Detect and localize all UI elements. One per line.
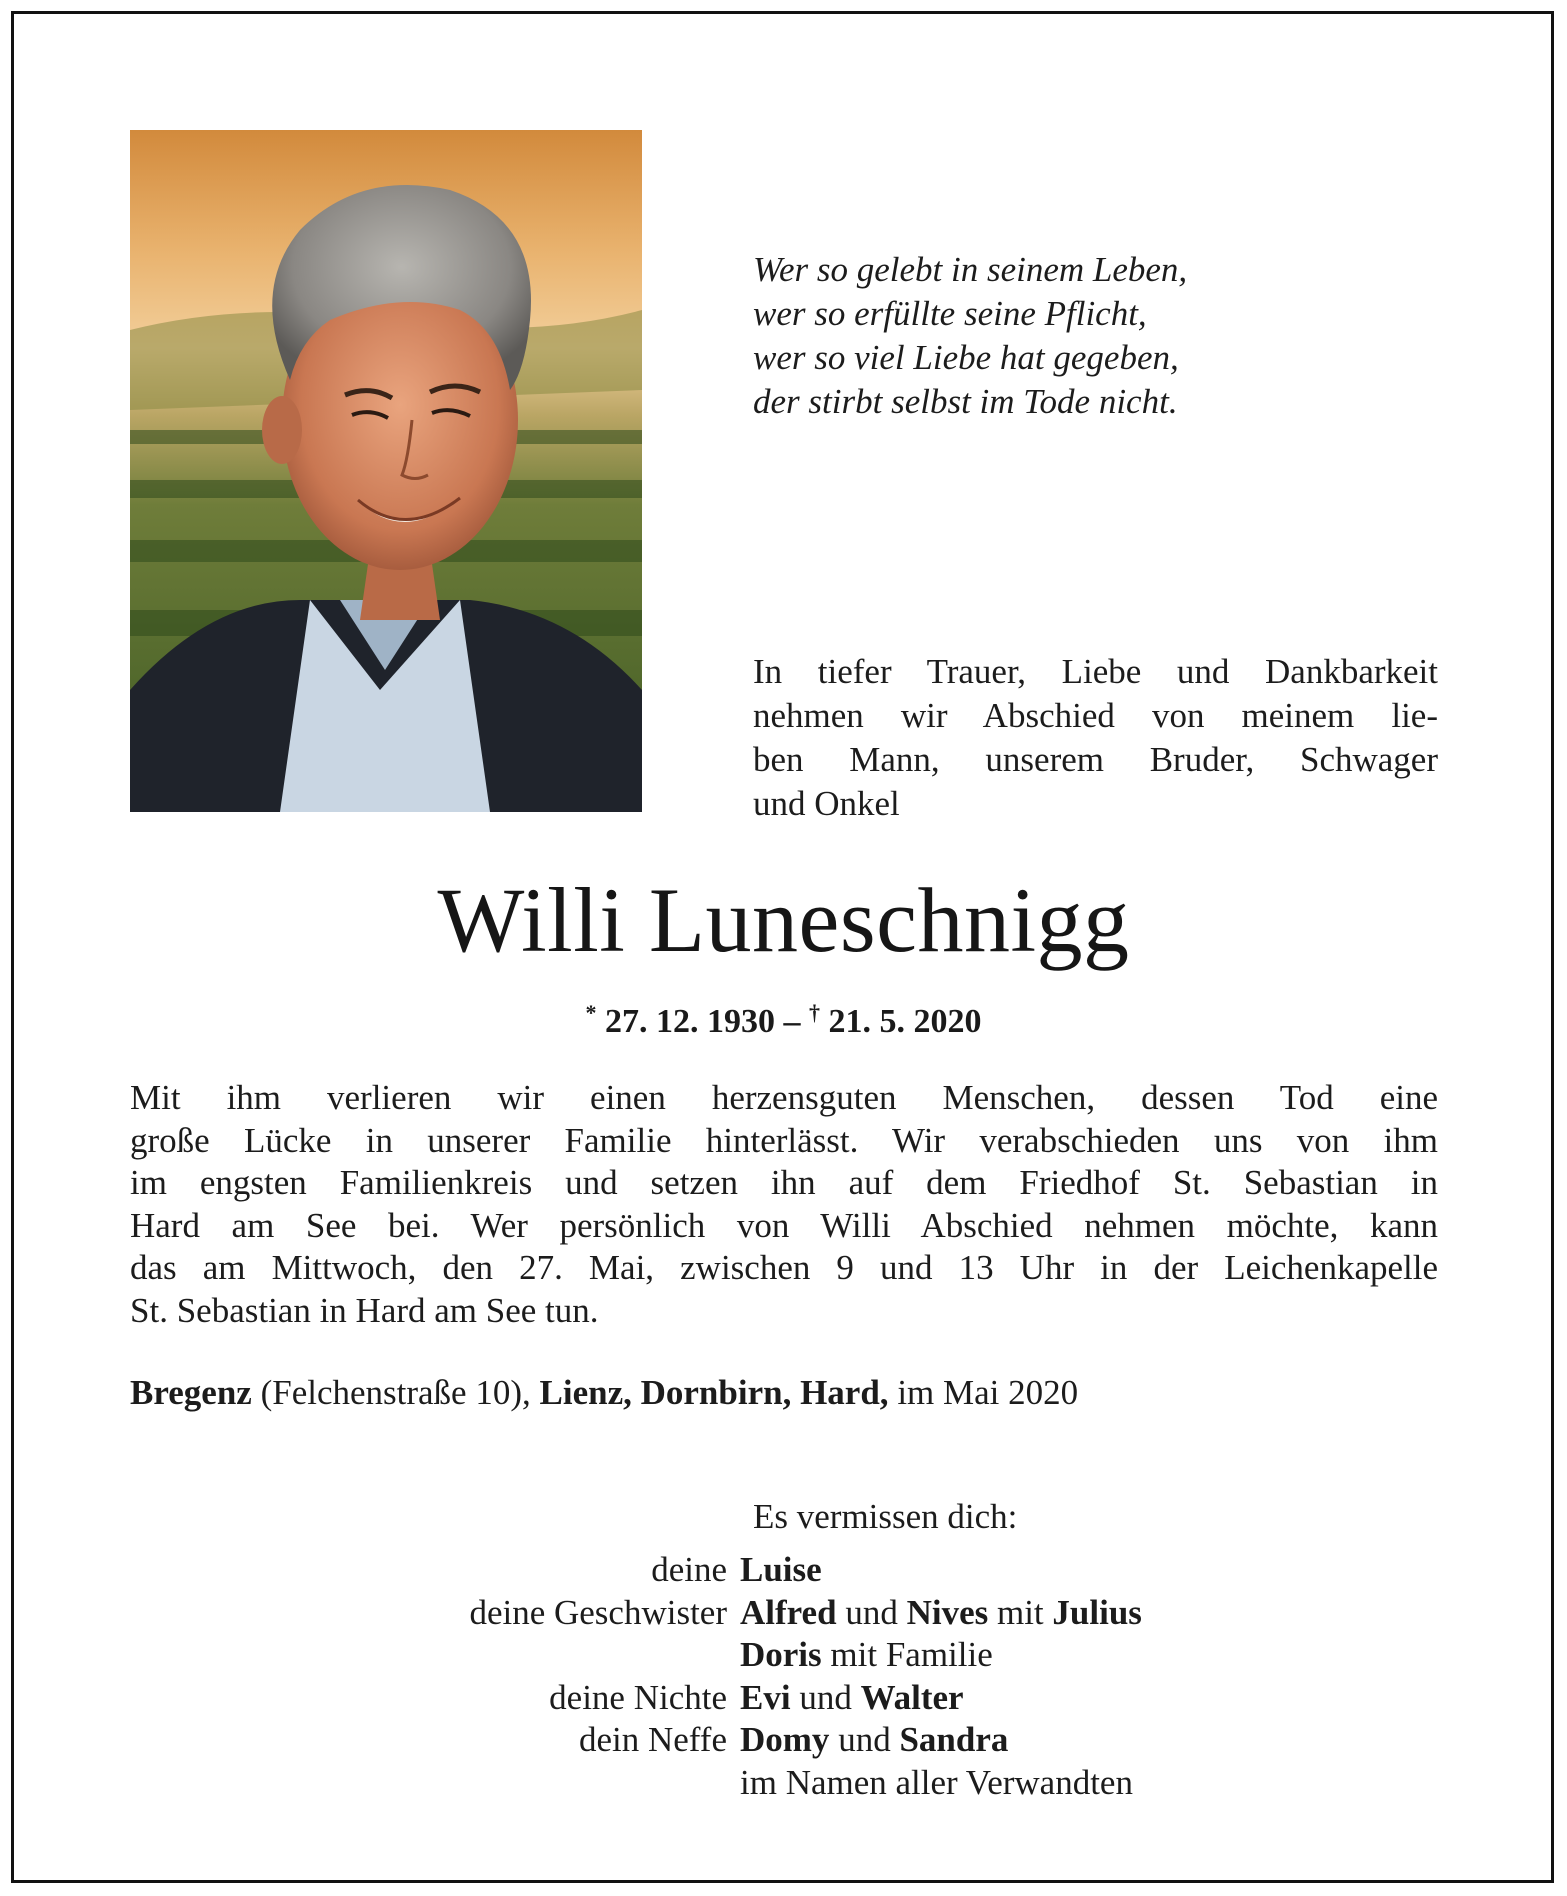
mourner-name: Sandra [899,1720,1009,1759]
intro-line: nehmen wir Abschied von meinem lie- [753,696,1438,735]
portrait-photo [130,130,642,812]
mourner-row [130,1634,1450,1677]
mourner-row [130,1592,1450,1635]
poem-line: der stirbt selbst im Tode nicht. [753,382,1178,421]
poem [753,248,1453,424]
body-line: Mit ihm verlieren wir einen herzensguten Menschen, dessen Tod eine [130,1078,1438,1117]
mourners-list [130,1549,1450,1804]
mourner-row [130,1549,1450,1592]
mourner-name: Doris [740,1635,822,1674]
mourner-relation: deine Nichte [549,1677,727,1717]
mourner-name: Julius [1052,1592,1142,1632]
body-line: Hard am See bei. Wer persönlich von Willi Abschied nehmen möchte, kann [130,1205,1438,1245]
body-line: im engsten Familienkreis und setzen ihn auf dem Friedhof St. Sebastian in [130,1163,1438,1202]
mourner-row [130,1762,1450,1805]
intro-text [753,650,1438,826]
mourner-relation: deine Geschwister [469,1592,727,1632]
mourner-closing: im Namen aller Verwandten [740,1762,1133,1802]
place-city: Bregenz [130,1373,252,1412]
intro-line: und Onkel [753,784,900,823]
mourner-name: Luise [740,1550,822,1589]
body-line: große Lücke in unserer Familie hinterlässt. Wir verabschieden uns von ihm [130,1120,1438,1160]
mourner-joiner: und [790,1677,861,1717]
body-line: St. Sebastian in Hard am See tun. [130,1290,599,1330]
mourner-joiner: und [836,1592,907,1632]
mourner-relation [130,1762,740,1805]
mourner-relation [130,1634,740,1677]
mourners-title: Es vermissen dich: [753,1497,1018,1536]
intro-line: In tiefer Trauer, Liebe und Dankbarkeit [753,652,1438,691]
mourner-name: Domy [740,1720,830,1759]
poem-line: wer so viel Liebe hat gegeben, [753,338,1179,377]
deceased-name: Willi Luneschnigg [437,869,1130,971]
mourner-row [130,1677,1450,1720]
place-date: im Mai 2020 [888,1373,1079,1412]
death-date: 21. 5. 2020 [828,1003,982,1040]
mourner-name: Nives [906,1592,989,1632]
mourner-relation: deine [651,1550,727,1589]
place-other-cities: Lienz, Dornbirn, Hard, [539,1373,889,1412]
mourner-joiner: und [829,1720,900,1759]
body-line: das am Mittwoch, den 27. Mai, zwischen 9 und 13 Uhr in der Leichenkapelle [130,1248,1438,1287]
birth-symbol: * [585,1000,597,1025]
life-dates [0,990,1567,1045]
poem-line: wer so erfüllte seine Pflicht, [753,294,1147,333]
mourner-name: Alfred [740,1592,837,1632]
place-address: (Felchenstraße 10), [251,1373,540,1412]
mourner-name: Evi [740,1677,791,1717]
mourner-relation: dein Neffe [578,1720,727,1759]
poem-line: Wer so gelebt in seinem Leben, [753,250,1188,289]
death-symbol: † [809,1000,820,1025]
mourner-row [130,1719,1450,1762]
mourner-joiner: mit Familie [821,1635,993,1674]
birth-date: 27. 12. 1930 [605,1003,775,1040]
place-and-date [130,1370,1450,1416]
intro-line: ben Mann, unserem Bruder, Schwager [753,740,1438,779]
mourner-name: Walter [860,1677,964,1717]
mourner-joiner: mit [988,1592,1053,1632]
obituary-body [130,1077,1438,1332]
date-dash: – [783,1003,801,1040]
